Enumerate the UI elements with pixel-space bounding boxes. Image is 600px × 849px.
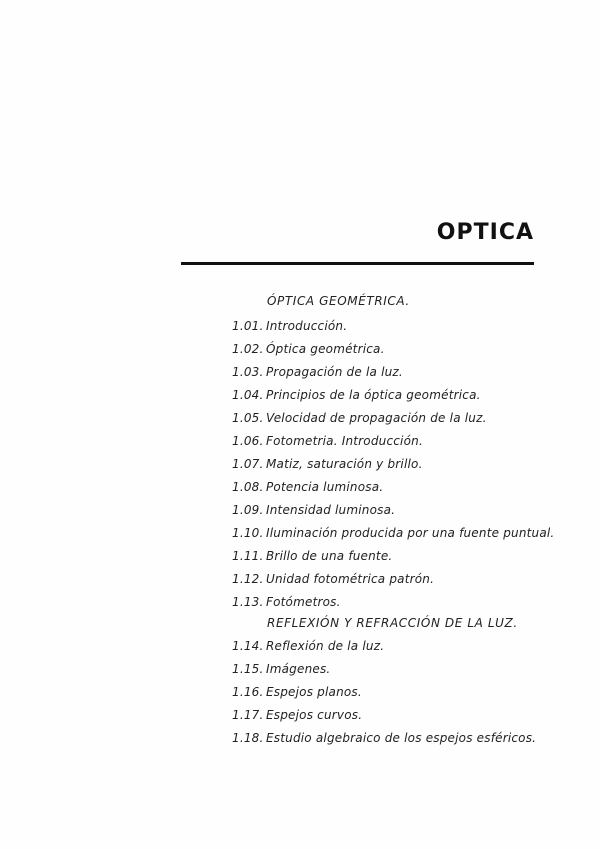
entry-title: Iluminación producida por una fuente puntual.: [266, 526, 555, 540]
entry-number: 1.05.: [232, 411, 264, 425]
toc-entry: [232, 526, 554, 540]
entry-title: Óptica geométrica.: [266, 342, 385, 356]
toc-entry: [232, 549, 392, 563]
toc-entry: [232, 342, 385, 356]
entry-title: Reflexión de la luz.: [266, 639, 385, 653]
toc-entry: [232, 457, 423, 471]
entry-number: 1.01.: [232, 319, 264, 333]
entry-number: 1.15.: [232, 662, 264, 676]
entry-number: 1.08.: [232, 480, 264, 494]
entry-number: 1.04.: [232, 388, 264, 402]
entry-title: Estudio algebraico de los espejos esféricos.: [266, 731, 537, 745]
entry-title: Imágenes.: [266, 662, 331, 676]
entry-title: Principios de la óptica geométrica.: [266, 388, 481, 402]
entry-number: 1.17.: [232, 708, 264, 722]
entry-number: 1.13.: [232, 595, 264, 609]
entry-number: 1.14.: [232, 639, 264, 653]
entry-number: 1.18.: [232, 731, 264, 745]
entry-number: 1.16.: [232, 685, 264, 699]
section-heading: REFLEXIÓN Y REFRACCIÓN DE LA LUZ.: [267, 616, 518, 630]
entry-number: 1.03.: [232, 365, 264, 379]
entry-number: 1.11.: [232, 549, 264, 563]
entry-title: Unidad fotométrica patrón.: [266, 572, 435, 586]
entry-number: 1.10.: [232, 526, 264, 540]
title-rule: [181, 262, 534, 265]
toc-entry: [232, 685, 362, 699]
entry-title: Espejos curvos.: [266, 708, 363, 722]
toc-entry: [232, 480, 383, 494]
toc-entry: [232, 731, 536, 745]
entry-title: Introducción.: [266, 319, 348, 333]
entry-title: Intensidad luminosa.: [266, 503, 396, 517]
toc-entry: [232, 365, 403, 379]
entry-title: Propagación de la luz.: [266, 365, 403, 379]
entry-title: Espejos planos.: [266, 685, 362, 699]
entry-number: 1.02.: [232, 342, 264, 356]
entry-title: Brillo de una fuente.: [266, 549, 393, 563]
toc-entry: [232, 708, 362, 722]
toc-entry: [232, 572, 434, 586]
entry-title: Fotómetros.: [266, 595, 341, 609]
toc-entry: [232, 639, 384, 653]
entry-title: Matiz, saturación y brillo.: [266, 457, 423, 471]
toc-entry: [232, 503, 395, 517]
toc-entry: [232, 662, 330, 676]
entry-number: 1.07.: [232, 457, 264, 471]
toc-entry: [232, 388, 481, 402]
entry-number: 1.09.: [232, 503, 264, 517]
entry-title: Fotometria. Introducción.: [266, 434, 423, 448]
section-heading: ÓPTICA GEOMÉTRICA.: [267, 294, 410, 308]
toc-entry: [232, 411, 487, 425]
toc-entry: [232, 595, 341, 609]
entry-number: 1.12.: [232, 572, 264, 586]
page-title: OPTICA: [436, 220, 534, 245]
toc-entry: [232, 434, 423, 448]
toc-entry: [232, 319, 347, 333]
entry-title: Potencia luminosa.: [266, 480, 384, 494]
entry-title: Velocidad de propagación de la luz.: [266, 411, 487, 425]
entry-number: 1.06.: [232, 434, 264, 448]
